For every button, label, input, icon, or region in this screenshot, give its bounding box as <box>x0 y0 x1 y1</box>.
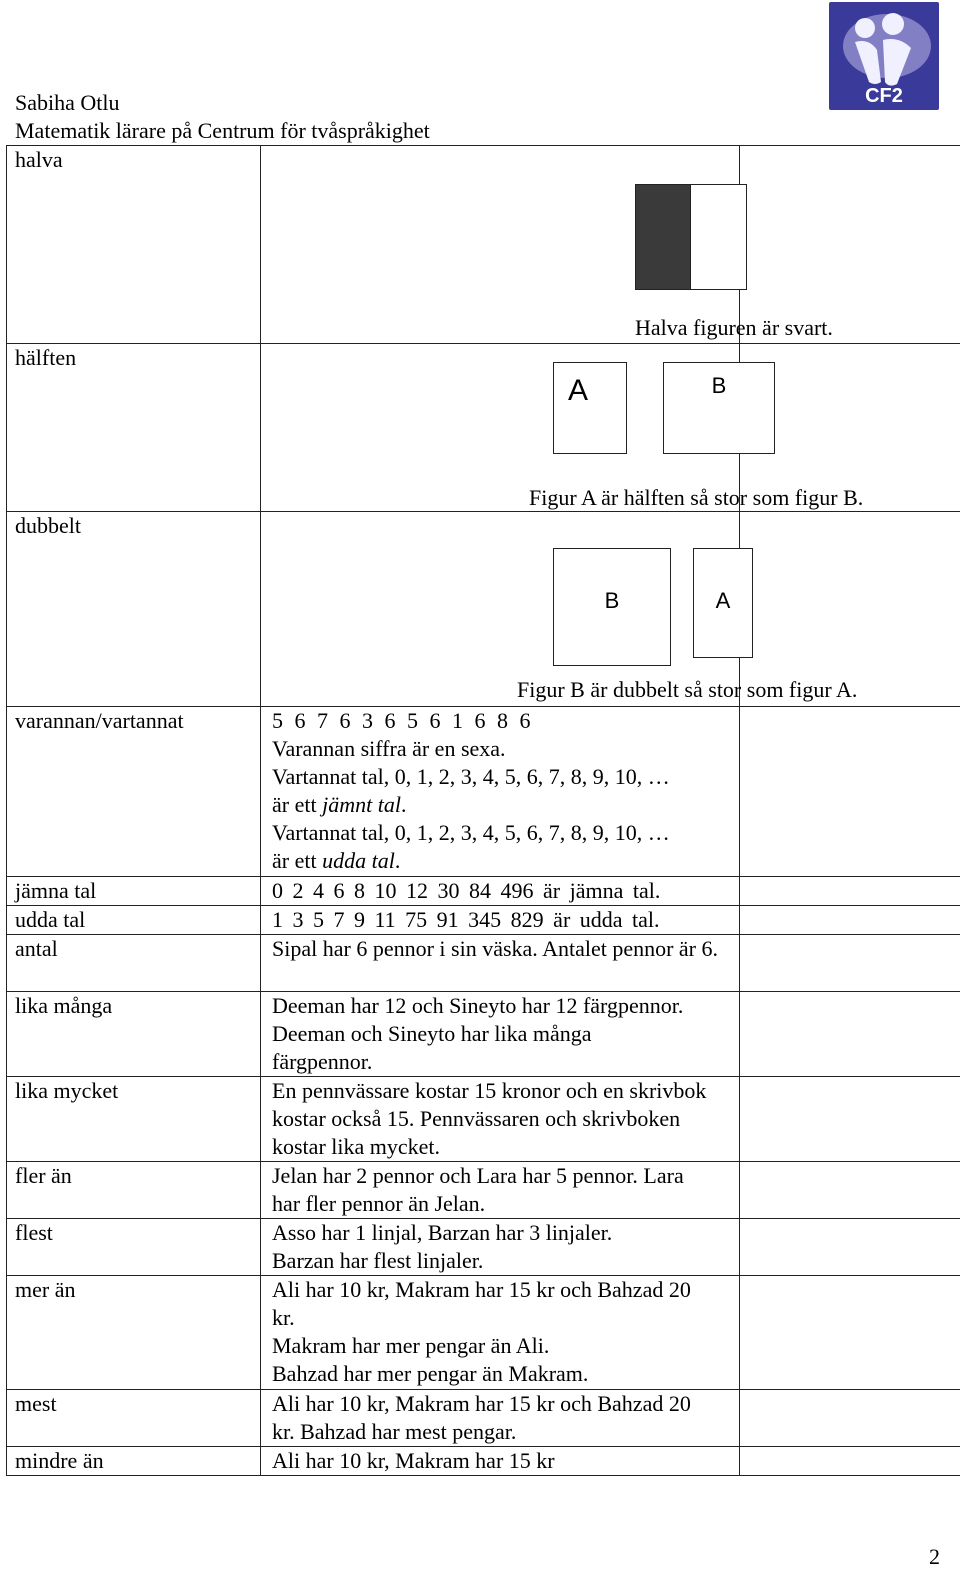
figure-b-box: B <box>663 362 775 454</box>
table-row <box>7 344 960 512</box>
table-row <box>7 146 960 344</box>
term-cell <box>7 146 261 344</box>
term: udda tal <box>15 907 86 932</box>
example-text: Ali har 10 kr, Makram har 15 kr och Bahzad 20 kr. <box>272 1277 691 1330</box>
figure-b-box: B <box>553 548 671 666</box>
table-row <box>7 1390 960 1447</box>
empty-cell <box>740 877 960 906</box>
example-text: Sipal har 6 pennor i sin väska. Antalet pennor är 6. <box>272 936 719 961</box>
empty-cell <box>740 1219 960 1276</box>
term-cell <box>7 344 261 512</box>
term-cell <box>7 877 261 906</box>
table-row <box>7 707 960 877</box>
term: halva <box>15 147 63 172</box>
logo-figure-icon <box>829 2 939 110</box>
empty-cell <box>740 707 960 877</box>
author-name: Sabiha Otlu <box>15 90 120 115</box>
cf2-logo <box>829 2 939 110</box>
example-text: 0 2 4 6 8 10 12 30 84 496 är jämna tal. <box>272 878 661 903</box>
empty-cell <box>740 1447 960 1476</box>
figure-cell-halva <box>261 146 833 344</box>
table-row <box>7 877 960 906</box>
sequence-note: Varannan siffra är en sexa. <box>272 736 506 761</box>
example-text: Bahzad har mer pengar än Makram. <box>272 1361 589 1386</box>
example-text: Makram har mer pengar än Ali. <box>272 1333 550 1358</box>
table-row <box>7 906 960 935</box>
table-row <box>7 1276 960 1390</box>
term-cell <box>7 1447 261 1476</box>
text-cell <box>261 1077 740 1162</box>
term: lika många <box>15 993 113 1018</box>
term: fler än <box>15 1163 72 1188</box>
term: jämna tal <box>15 878 97 903</box>
odd-definition: Vartannat tal, 0, 1, 2, 3, 4, 5, 6, 7, 8, 9, 10, …är ett udda tal. <box>272 820 670 873</box>
empty-cell <box>740 1162 960 1219</box>
half-shaded-square <box>635 184 747 290</box>
table-row <box>7 1077 960 1162</box>
figure-cell-dubbelt <box>261 512 858 707</box>
term-cell <box>7 1077 261 1162</box>
term: hälften <box>15 345 77 370</box>
example-text: Ali har 10 kr, Makram har 15 kr och Bahzad 20 kr. Bahzad har mest pengar. <box>272 1391 691 1444</box>
author-block <box>15 89 430 145</box>
text-cell <box>261 1276 740 1390</box>
figure-cell-halften <box>261 344 864 512</box>
term: varannan/vartannat <box>15 708 184 733</box>
text-cell <box>261 1447 740 1476</box>
page-number: 2 <box>929 1544 940 1569</box>
term-cell <box>7 1390 261 1447</box>
text-cell <box>261 1219 740 1276</box>
text-cell <box>261 1390 740 1447</box>
term: mindre än <box>15 1448 104 1473</box>
term: mest <box>15 1391 57 1416</box>
example-text: Deeman har 12 och Sineyto har 12 färgpennor. Deeman och Sineyto har lika många färgpennor. <box>272 993 684 1074</box>
example-text: Asso har 1 linjal, Barzan har 3 linjaler. Barzan har flest linjaler. <box>272 1220 613 1273</box>
term: mer än <box>15 1277 76 1302</box>
even-definition: Vartannat tal, 0, 1, 2, 3, 4, 5, 6, 7, 8, 9, 10, … är ett jämnt tal. <box>272 764 670 817</box>
example-text: En pennvässare kostar 15 kronor och en skrivbok kostar också 15. Pennvässaren och skrivboken kostar lika mycket. <box>272 1078 707 1159</box>
figure-a-box: A <box>693 548 753 658</box>
caption: Halva figuren är svart. <box>635 315 833 340</box>
term-cell <box>7 992 261 1077</box>
empty-cell <box>740 906 960 935</box>
caption: Figur B är dubbelt så stor som figur A. <box>517 677 858 702</box>
term: antal <box>15 936 58 961</box>
example-text: Ali har 10 kr, Makram har 15 kr <box>272 1448 555 1473</box>
table-row <box>7 1219 960 1276</box>
empty-cell <box>740 1077 960 1162</box>
number-sequence: 5 6 7 6 3 6 5 6 1 6 8 6 <box>272 708 531 733</box>
empty-cell <box>740 935 960 992</box>
term-cell <box>7 935 261 992</box>
logo-text: CF2 <box>865 85 903 107</box>
table-row <box>7 512 960 707</box>
table-row <box>7 1162 960 1219</box>
text-cell <box>261 1162 740 1219</box>
text-cell <box>261 992 740 1077</box>
shaded-half <box>636 185 691 289</box>
text-cell <box>261 877 740 906</box>
empty-cell <box>740 1276 960 1390</box>
table-row <box>7 935 960 992</box>
table-row <box>7 992 960 1077</box>
glossary-table <box>6 145 960 1476</box>
term-cell <box>7 707 261 877</box>
term-cell <box>7 906 261 935</box>
term-cell <box>7 512 261 707</box>
text-cell <box>261 707 740 877</box>
table-row <box>7 1447 960 1476</box>
text-cell <box>261 935 740 992</box>
term: flest <box>15 1220 53 1245</box>
caption: Figur A är hälften så stor som figur B. <box>529 485 864 510</box>
term-cell <box>7 1276 261 1390</box>
term: dubbelt <box>15 513 81 538</box>
term-cell <box>7 1219 261 1276</box>
example-text: 1 3 5 7 9 11 75 91 345 829 är udda tal. <box>272 907 660 932</box>
empty-cell <box>740 992 960 1077</box>
term: lika mycket <box>15 1078 119 1103</box>
author-role: Matematik lärare på Centrum för tvåspråkighet <box>15 118 430 143</box>
empty-cell <box>740 1390 960 1447</box>
term-cell <box>7 1162 261 1219</box>
figure-a-box: A <box>553 362 627 454</box>
example-text: Jelan har 2 pennor och Lara har 5 pennor. Lara har fler pennor än Jelan. <box>272 1163 684 1216</box>
text-cell <box>261 906 740 935</box>
